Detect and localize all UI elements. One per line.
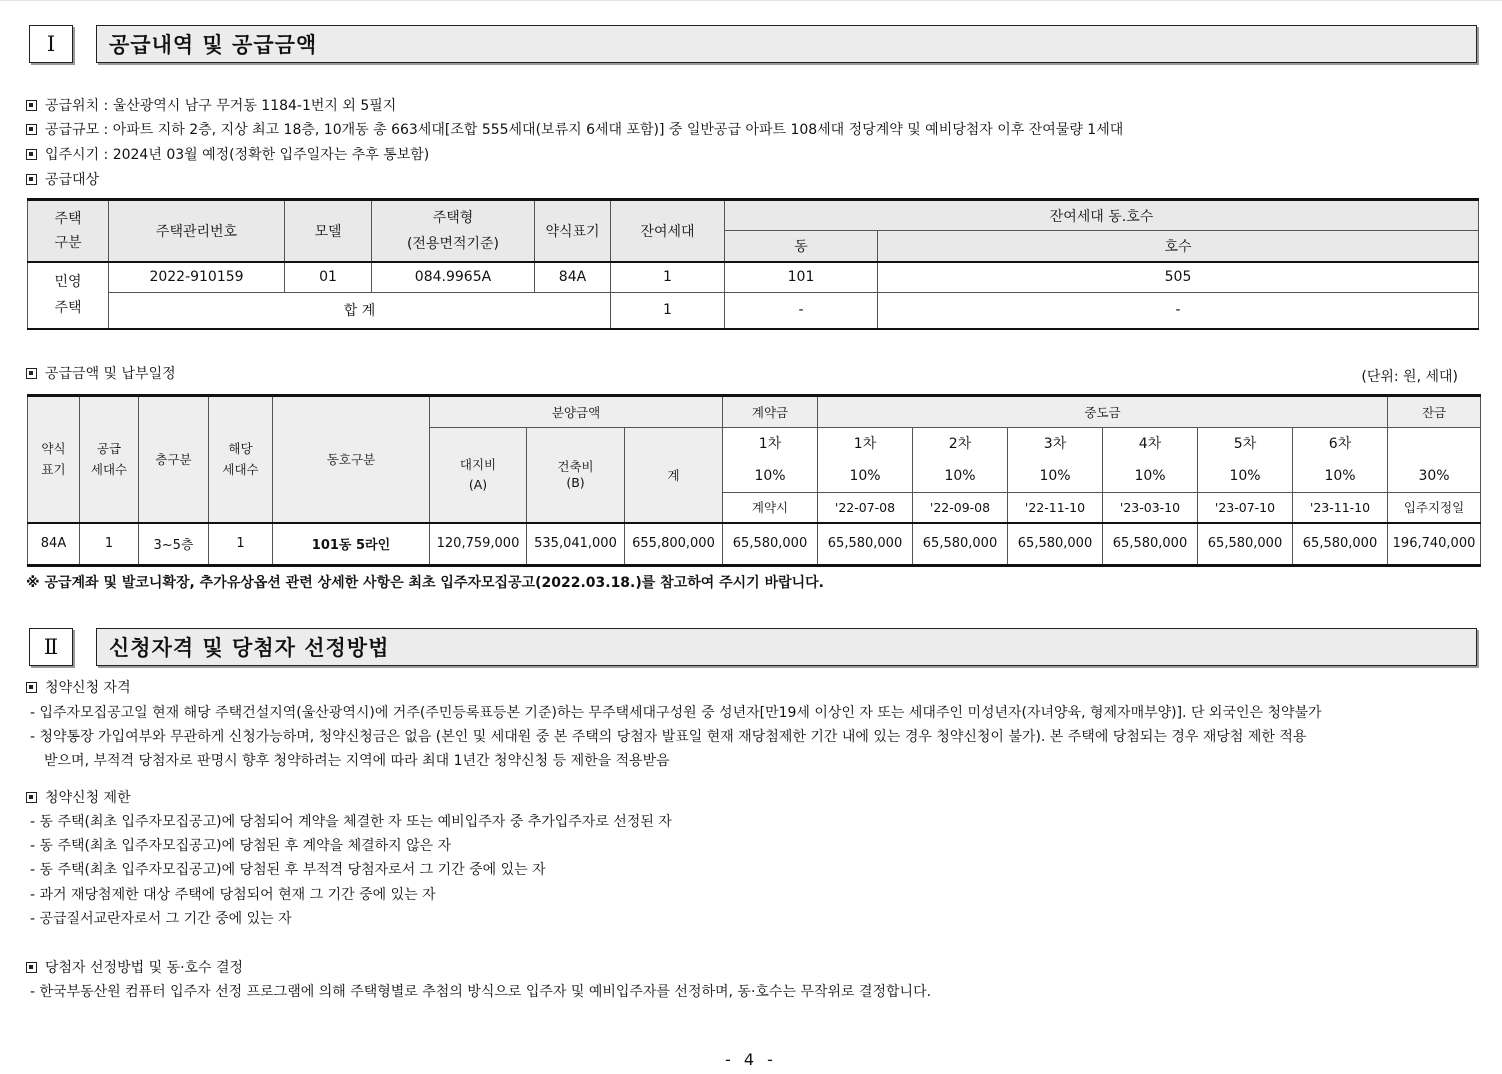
header-abbr: 약식표기 bbox=[535, 200, 611, 262]
bullet-square-icon bbox=[26, 682, 37, 693]
page-top-rule bbox=[0, 0, 1502, 3]
header-dong-ho: 동호구분 bbox=[273, 396, 430, 523]
header-installment-2: 2차 10% bbox=[913, 428, 1008, 493]
header-deposit: 계약금 bbox=[723, 396, 818, 428]
cell-total-remaining: 1 bbox=[611, 293, 725, 329]
section-2-title: 신청자격 및 당첨자 선정방법 bbox=[96, 628, 1477, 666]
selection-title: 당첨자 선정방법 및 동·호수 결정 bbox=[26, 959, 243, 977]
header-date-4: '23-03-10 bbox=[1103, 493, 1198, 523]
move-in-date: 입주시기 : 2024년 03월 예정(정확한 입주일자는 추후 통보함) bbox=[26, 146, 429, 164]
supply-scale: 공급규모 : 아파트 지하 2층, 지상 최고 18층, 10개동 총 663세대[조합 555세대(보류지 6세대 포함)] 중 일반공급 아파트 108세대 정당계약 및 예비당첨자 이후 잔여물량 1세대 bbox=[26, 121, 1123, 139]
restriction-title: 청약신청 제한 bbox=[26, 789, 131, 807]
header-date-2: '22-09-08 bbox=[913, 493, 1008, 523]
header-house-type: 주택형 (전용면적기준) bbox=[372, 200, 535, 262]
table-total-row bbox=[28, 293, 1479, 329]
header-installment-4: 4차 10% bbox=[1103, 428, 1198, 493]
header-mgmt-no: 주택관리번호 bbox=[109, 200, 285, 262]
cell-dong-ho: 101동 5라인 bbox=[273, 523, 430, 566]
cell-balance: 196,740,000 bbox=[1388, 523, 1481, 566]
table-row bbox=[28, 262, 1479, 293]
header-date-0: 계약시 bbox=[723, 493, 818, 523]
restriction-item: - 동 주택(최초 입주자모집공고)에 당첨된 후 계약을 체결하지 않은 자 bbox=[30, 838, 452, 854]
header-installment-3: 3차 10% bbox=[1008, 428, 1103, 493]
header-model: 모델 bbox=[285, 200, 372, 262]
cell-total-ho: - bbox=[878, 293, 1479, 329]
section-1-number: Ⅰ bbox=[29, 25, 73, 63]
bullet-square-icon bbox=[26, 100, 37, 111]
header-middle: 중도금 bbox=[818, 396, 1388, 428]
header-balance-pct: 30% bbox=[1388, 428, 1481, 493]
cell-payment-5: 65,580,000 bbox=[1198, 523, 1293, 566]
header-dong: 동 bbox=[725, 231, 878, 262]
restriction-item: - 동 주택(최초 입주자모집공고)에 당첨되어 계약을 체결한 자 또는 예비입주자 중 추가입주자로 선정된 자 bbox=[30, 814, 672, 830]
selection-item: - 한국부동산원 컴퓨터 입주자 선정 프로그램에 의해 주택형별로 추첨의 방식으로 입주자 및 예비입주자를 선정하며, 동·호수는 무작위로 결정합니다. bbox=[30, 984, 932, 1000]
header-land: 대지비 (A) bbox=[430, 428, 527, 523]
header-installment-6: 6차 10% bbox=[1293, 428, 1388, 493]
cell-total: 655,800,000 bbox=[625, 523, 723, 566]
cell-payment-3: 65,580,000 bbox=[1008, 523, 1103, 566]
supply-target-label: 공급대상 bbox=[26, 171, 99, 189]
page-number: - 4 - bbox=[725, 1050, 777, 1069]
price-schedule-label: 공급금액 및 납부일정 bbox=[26, 365, 176, 383]
header-building: 건축비 (B) bbox=[527, 428, 625, 523]
unit-note: (단위: 원, 세대) bbox=[1361, 369, 1458, 385]
header-date-1: '22-07-08 bbox=[818, 493, 913, 523]
qualification-item: - 청약통장 가입여부와 무관하게 신청가능하며, 청약신청금은 없음 (본인 및 세대원 중 본 주택의 당첨자 발표일 현재 재당첨제한 기간 내에 있는 경우 청약신청이 불가). 본 주택에 당첨되는 경우 재당첨 제한 적용 bbox=[30, 729, 1307, 745]
section-1-header bbox=[29, 25, 1477, 63]
price-schedule-table bbox=[27, 394, 1481, 567]
restriction-item: - 동 주택(최초 입주자모집공고)에 당첨된 후 부적격 당첨자로서 그 기간 중에 있는 자 bbox=[30, 862, 546, 878]
qualification-item: - 입주자모집공고일 현재 해당 주택건설지역(울산광역시)에 거주(주민등록표등본 기준)하는 무주택세대구성원 중 성년자[만19세 이상인 자 또는 세대주인 미성년자(자녀양육, 형제자매부양)]. 단 외국인은 청약불가 bbox=[30, 705, 1322, 721]
cell-ho: 505 bbox=[878, 262, 1479, 293]
header-installment-5: 5차 10% bbox=[1198, 428, 1293, 493]
header-remaining: 잔여세대 bbox=[611, 200, 725, 262]
header-sale-price: 분양금액 bbox=[430, 396, 723, 428]
cell-payment-0: 65,580,000 bbox=[723, 523, 818, 566]
section-2-header bbox=[29, 628, 1477, 666]
bullet-square-icon bbox=[26, 962, 37, 973]
cell-payment-6: 65,580,000 bbox=[1293, 523, 1388, 566]
cell-payment-1: 65,580,000 bbox=[818, 523, 913, 566]
header-housing-type: 주택 구분 bbox=[28, 200, 109, 262]
header-balance: 잔금 bbox=[1388, 396, 1481, 428]
bullet-square-icon bbox=[26, 792, 37, 803]
qualification-title: 청약신청 자격 bbox=[26, 679, 131, 697]
supply-target-table bbox=[27, 198, 1479, 330]
cell-dong: 101 bbox=[725, 262, 878, 293]
section-1-title: 공급내역 및 공급금액 bbox=[96, 25, 1477, 63]
header-date-5: '23-07-10 bbox=[1198, 493, 1293, 523]
bullet-square-icon bbox=[26, 124, 37, 135]
header-ho: 호수 bbox=[878, 231, 1479, 262]
cell-floor: 3~5층 bbox=[139, 523, 209, 566]
header-supply-count: 공급 세대수 bbox=[80, 396, 139, 523]
cell-payment-4: 65,580,000 bbox=[1103, 523, 1198, 566]
cell-payment-2: 65,580,000 bbox=[913, 523, 1008, 566]
cell-model: 01 bbox=[285, 262, 372, 293]
header-installment-1: 1차 10% bbox=[818, 428, 913, 493]
cell-applicable: 1 bbox=[209, 523, 273, 566]
header-remaining-dong-ho: 잔여세대 동.호수 bbox=[725, 200, 1479, 231]
bullet-square-icon bbox=[26, 368, 37, 379]
header-total: 계 bbox=[625, 428, 723, 523]
cell-supply-count: 1 bbox=[80, 523, 139, 566]
cell-total-dong: - bbox=[725, 293, 878, 329]
cell-mgmt-no: 2022-910159 bbox=[109, 262, 285, 293]
cell-total-label: 합 계 bbox=[109, 293, 611, 329]
cell-abbr: 84A bbox=[28, 523, 80, 566]
header-installment-0: 1차 10% bbox=[723, 428, 818, 493]
header-date-6: '23-11-10 bbox=[1293, 493, 1388, 523]
footnote: ※ 공급계좌 및 발코니확장, 추가유상옵션 관련 상세한 사항은 최초 입주자모집공고(2022.03.18.)를 참고하여 주시기 바랍니다. bbox=[26, 575, 824, 591]
qualification-item-continued: 받으며, 부적격 당첨자로 판명시 향후 청약하려는 지역에 따라 최대 1년간 청약신청 등 제한을 적용받음 bbox=[44, 753, 670, 769]
cell-remaining: 1 bbox=[611, 262, 725, 293]
bullet-square-icon bbox=[26, 174, 37, 185]
table-row bbox=[28, 523, 1481, 566]
cell-house-type: 084.9965A bbox=[372, 262, 535, 293]
cell-land: 120,759,000 bbox=[430, 523, 527, 566]
supply-location: 공급위치 : 울산광역시 남구 무거동 1184-1번지 외 5필지 bbox=[26, 97, 396, 115]
header-balance-date: 입주지정일 bbox=[1388, 493, 1481, 523]
header-floor: 층구분 bbox=[139, 396, 209, 523]
cell-housing-type: 민영 주택 bbox=[28, 262, 109, 329]
header-date-3: '22-11-10 bbox=[1008, 493, 1103, 523]
restriction-item: - 과거 재당첨제한 대상 주택에 당첨되어 현재 그 기간 중에 있는 자 bbox=[30, 887, 436, 903]
cell-abbr: 84A bbox=[535, 262, 611, 293]
header-abbr: 약식 표기 bbox=[28, 396, 80, 523]
cell-building: 535,041,000 bbox=[527, 523, 625, 566]
restriction-item: - 공급질서교란자로서 그 기간 중에 있는 자 bbox=[30, 911, 292, 927]
header-applicable: 해당 세대수 bbox=[209, 396, 273, 523]
section-2-number: Ⅱ bbox=[29, 628, 73, 666]
bullet-square-icon bbox=[26, 149, 37, 160]
